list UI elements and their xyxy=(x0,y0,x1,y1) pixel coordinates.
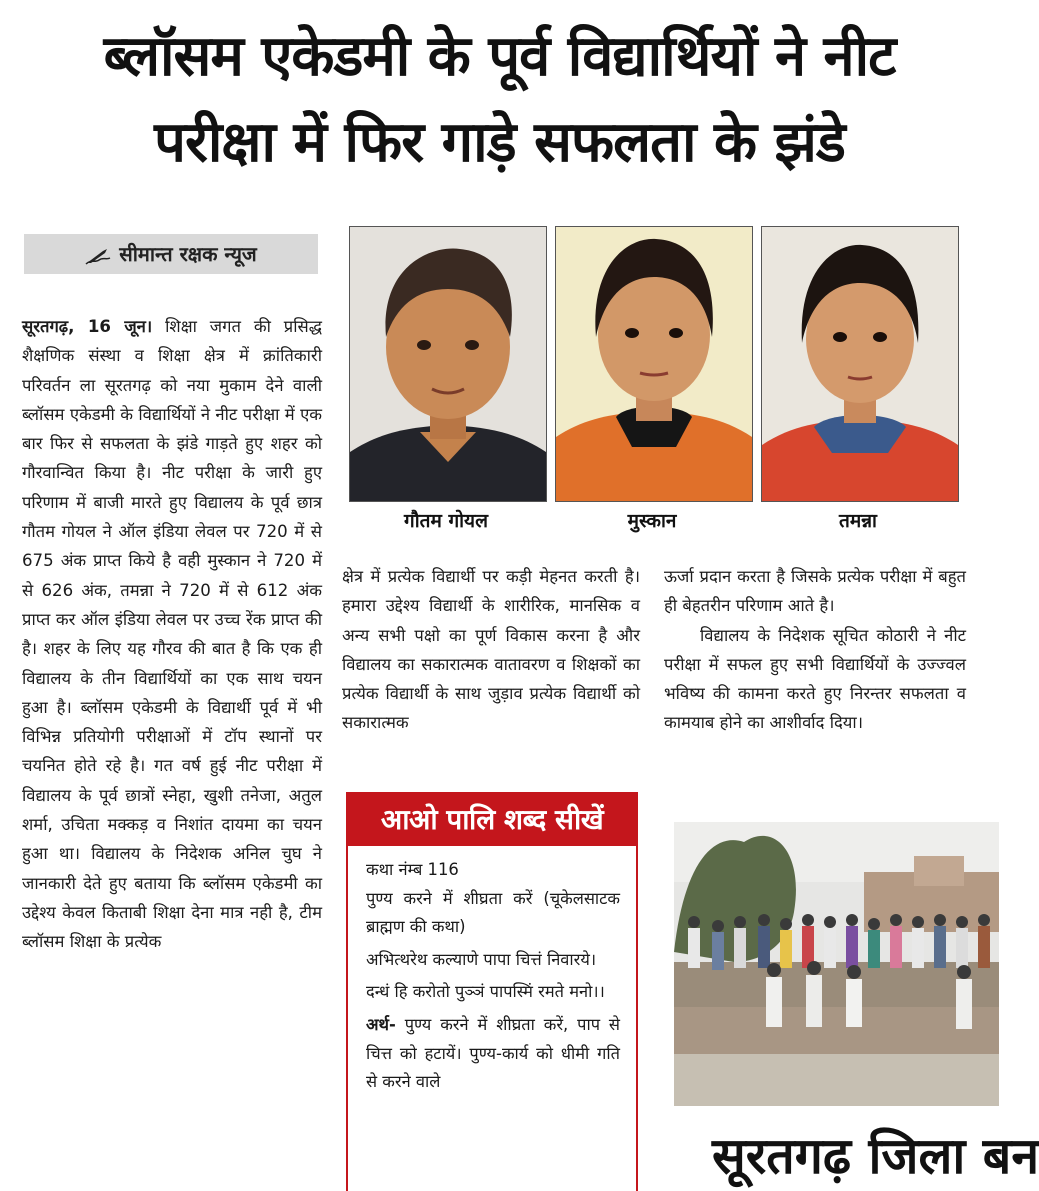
headline xyxy=(0,14,999,186)
group-photo xyxy=(674,822,999,1106)
pen-icon xyxy=(85,247,111,265)
headline-line-2: परीक्षा में फिर गाड़े सफलता के झंडे xyxy=(154,110,845,175)
article-column-1 xyxy=(22,312,322,1182)
story-title: पुण्य करने में शीघ्रता करें (चूकेलसाटक ब्राह्मण की कथा) xyxy=(366,888,620,937)
caption-gautam: गौतम गोयल xyxy=(404,510,488,532)
column-3-paragraph-2: विद्यालय के निदेशक सूचित कोठारी ने नीट परीक्षा में सफल हुए सभी विद्यार्थियों के उज्ज्वल भविष्य की कामना करते हुए निरन्तर सफलता व कामयाब होने का आशीर्वाद दिया। xyxy=(664,625,966,733)
caption-muskan: मुस्कान xyxy=(627,510,677,532)
byline xyxy=(24,234,318,274)
article-column-2: क्षेत्र में प्रत्येक विद्यार्थी पर कड़ी मेहनत करती है। हमारा उद्देश्य विद्यार्थी के शारीरिक, मानसिक व अन्य सभी पक्षो का पूर्ण विकास करना है और विद्यालय का सकारात्मक वातावरण व शिक्षकों का प्रत्येक विद्यार्थी के साथ जुड़ाव प्रत्येक विद्यार्थी को सकारात्मक xyxy=(342,567,640,733)
pali-verse-1: अभित्थरेथ कल्याणे पापा चित्तं निवारये। xyxy=(366,949,597,969)
column-3-paragraph-1: ऊर्जा प्रदान करता है जिसके प्रत्येक परीक्षा में बहुत ही बेहतरीन परिणाम आते है। xyxy=(664,567,966,616)
portrait-photo-gautam xyxy=(349,226,547,502)
pali-verse-2: दन्धं हि करोतो पुञ्ञं पापस्मिं रमते मनो।। xyxy=(366,982,605,1002)
portrait-photo-muskan xyxy=(555,226,753,502)
byline-text: सीमान्त रक्षक न्यूज xyxy=(119,242,257,266)
pali-box-body xyxy=(348,846,636,1097)
story-number: कथा नंम्ब 116 xyxy=(366,860,459,879)
meaning-text: पुण्य करने में शीघ्रता करें, पाप से चित्त को हटायें। पुण्य-कार्य को धीमी गति से करने वाले xyxy=(366,1014,620,1092)
headline-line-1: ब्लॉसम एकेडमी के पूर्व विद्यार्थियों ने नीट xyxy=(103,24,896,89)
caption-tamanna: तमन्ना xyxy=(839,510,877,532)
meaning-label: अर्थ- xyxy=(366,1014,396,1034)
portrait-photo-tamanna xyxy=(761,226,959,502)
verse-meaning xyxy=(366,1011,620,1097)
dateline: सूरतगढ़, 16 जून। xyxy=(22,317,153,336)
next-article-headline: सूरतगढ़ जिला बन xyxy=(712,1127,1039,1185)
pali-words-box xyxy=(346,792,638,1191)
column-1-text: शिक्षा जगत की प्रसिद्ध शैक्षणिक संस्था व शिक्षा क्षेत्र में क्रांतिकारी परिवर्तन ला सूरतगढ़ को नया मुकाम देने वाली ब्लॉसम एकेडमी के विद्यार्थियों ने नीट परीक्षा में एक बार फिर से सफलता के झंडे गाड़ते हुए शहर को गौरवान्वित किया है। नीट परीक्षा के जारी हुए परिणाम में बाजी मारते हुए विद्यालय के पूर्व छात्र गौतम गोयल ने ऑल इंडिया लेवल पर 720 में से 675 अंक प्राप्त किये है वही मुस्कान ने 720 में से 626 अंक, तमन्ना ने 720 में से 612 अंक प्राप्त कर ऑल इंडिया लेवल पर उच्च रेंक प्राप्त की है। शहर के लिए यह गौरव की बात है कि एक ही विद्यालय के तीन विद्यार्थियों का एक साथ चयन हुआ है। ब्लॉसम एकेडमी के विद्यार्थी पूर्व में भी विभिन्न प्रतियोगी परीक्षाओं में टॉप स्थानों पर चयनित होते रहे है। गत वर्ष हुई नीट परीक्षा में विद्यालय के पूर्व छात्रों स्नेहा, खुशी तनेजा, अतुल शर्मा, उचिता मक्कड़ व निशांत दायमा का चयन हुआ था। विद्यालय के निदेशक अनिल चुघ ने जानकारी देते हुए बताया कि ब्लॉसम एकेडमी का उद्देश्य केवल किताबी शिक्षा देना मात्र नही है, टीम ब्लॉसम शिक्षा के प्रत्येक xyxy=(22,317,322,952)
article-column-3 xyxy=(664,562,966,802)
pali-box-title: आओ पालि शब्द सीखें xyxy=(348,794,636,846)
